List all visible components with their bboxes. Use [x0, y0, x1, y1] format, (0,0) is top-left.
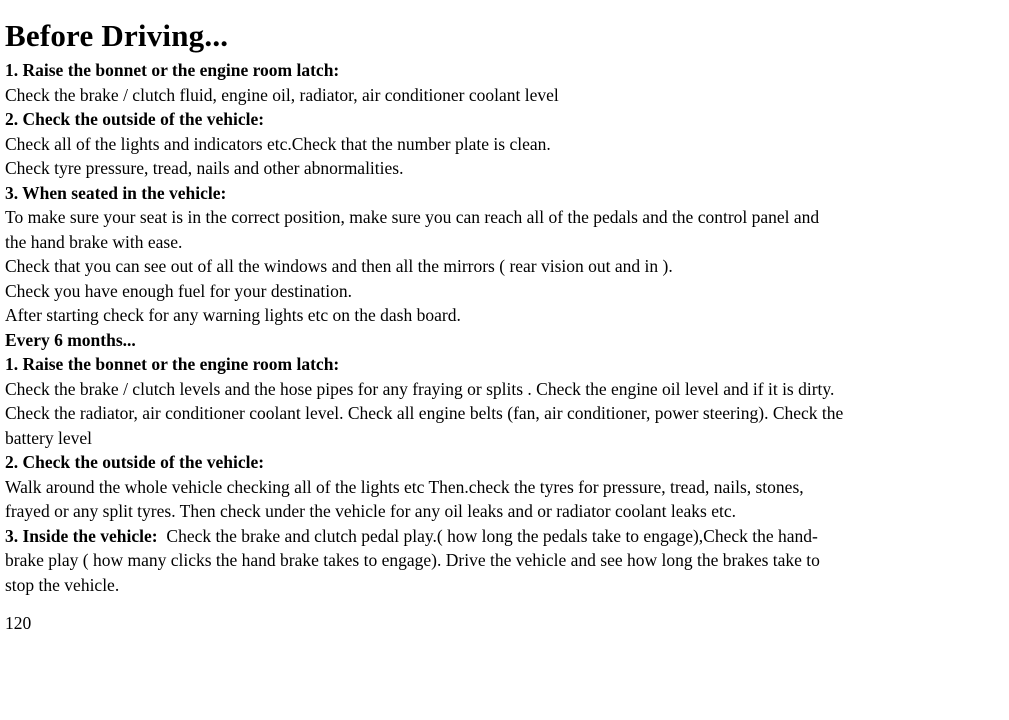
body-line: Check tyre pressure, tread, nails and other abnormalities. — [5, 158, 404, 178]
section-heading-check-outside-6-months: 2. Check the outside of the vehicle: — [5, 452, 265, 472]
body-line: Check the radiator, air conditioner coolant level. Check all engine belts (fan, air conditioner, power steering). Check the — [5, 403, 844, 423]
body-line: the hand brake with ease. — [5, 231, 183, 252]
document-page — [5, 14, 995, 636]
body-line: brake play ( how many clicks the hand brake takes to engage). Drive the vehicle and see how long the brakes take to — [5, 550, 820, 570]
body-line: Walk around the whole vehicle checking all of the lights etc Then.check the tyres for pressure, tread, nails, stones, — [5, 476, 804, 497]
section-heading-check-outside: 2. Check the outside of the vehicle: — [5, 109, 265, 129]
body-line: frayed or any split tyres. Then check under the vehicle for any oil leaks and or radiator coolant leaks etc. — [5, 501, 736, 521]
body-line: battery level — [5, 427, 92, 448]
body-line: Check all of the lights and indicators etc.Check that the number plate is clean. — [5, 133, 551, 154]
section-heading-raise-bonnet-6-months: 1. Raise the bonnet or the engine room latch: — [5, 354, 340, 374]
section-heading-seated: 3. When seated in the vehicle: — [5, 182, 227, 203]
body-line: Check the brake / clutch levels and the hose pipes for any fraying or splits . Check the engine oil level and if it is dirty. — [5, 378, 835, 399]
section-heading-raise-bonnet: 1. Raise the bonnet or the engine room latch: — [5, 60, 340, 80]
section-heading-inside-vehicle: 3. Inside the vehicle: — [5, 525, 158, 546]
body-line: Check you have enough fuel for your destination. — [5, 280, 352, 301]
inside-vehicle-paragraph-line-1 — [5, 524, 995, 549]
body-line: After starting check for any warning lights etc on the dash board. — [5, 305, 461, 325]
body-line: stop the vehicle. — [5, 574, 120, 595]
section-heading-every-6-months: Every 6 months... — [5, 329, 136, 350]
page-title: Before Driving... — [5, 18, 229, 53]
body-line: Check that you can see out of all the windows and then all the mirrors ( rear vision out and in ). — [5, 256, 673, 276]
page-number: 120 — [5, 613, 32, 633]
inline-body-text: Check the brake and clutch pedal play.( how long the pedals take to engage),Check the hand- — [157, 525, 818, 546]
body-line: To make sure your seat is in the correct position, make sure you can reach all of the pedals and the control panel and — [5, 207, 820, 227]
body-line: Check the brake / clutch fluid, engine oil, radiator, air conditioner coolant level — [5, 84, 559, 105]
